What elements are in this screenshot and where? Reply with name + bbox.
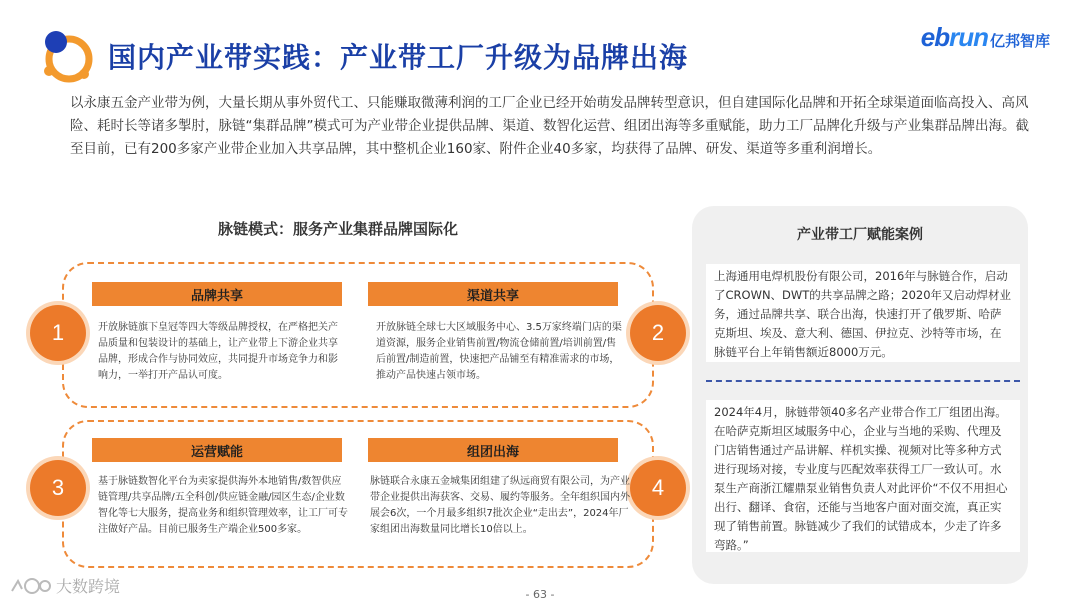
step-number-3: 3 <box>30 460 86 516</box>
case-panel-title: 产业带工厂赋能案例 <box>797 227 923 243</box>
step-number-4: 4 <box>630 460 686 516</box>
module-title: 脉链模式：服务产业集群品牌国际化 <box>218 220 459 238</box>
case-divider <box>706 380 1020 382</box>
brand-logo-en: ebrun <box>920 22 988 52</box>
step-number-2: 2 <box>630 305 686 361</box>
intro-paragraph: 以永康五金产业带为例，大量长期从事外贸代工、只能赚取微薄利润的工厂企业已经开始萌发品牌转型意识，但自建国际化品牌和开拓全球渠道面临高投入、高风险、耗时长等诸多掣肘，脉链“集群品牌”模式可为产业带企业提供品牌、渠道、数智化运营、组团出海等多重赋能，助力工厂品牌化升级与产业集群品牌出海。截至目前，已有200多家产业带企业加入共享品牌，其中整机企业160家、附件企业40多家，均获得了品牌、研发、渠道等多重利润增长。 <box>70 95 1029 157</box>
text-brand-sharing: 开放脉链旗下皇冠等四大等级品牌授权，在严格把关产品质量和包装设计的基础上，让产业带上下游企业共享品牌，形成合作与协同效应，共同提升市场竞争力和影响力，一举打开产品认可度。 <box>98 322 338 381</box>
footer-brand-text: 大数跨境 <box>56 577 121 596</box>
page-number: - 63 - <box>525 588 555 601</box>
text-operation-enablement: 基于脉链数智化平台为卖家提供海外本地销售/数智供应链管理/共享品牌/五全科创/供应链金融/园区生态/企业数智化等七大服务，提高业务和组织管理效率，让工厂可专注做好产品。目前已服务生产端企业500多家。 <box>98 476 348 535</box>
title-logo-icon <box>38 28 96 86</box>
label-channel-sharing: 渠道共享 <box>368 282 618 306</box>
label-operation-enablement: 运营赋能 <box>92 438 342 462</box>
case-card-1: 上海通用电焊机股份有限公司，2016年与脉链合作，启动了CROWN、DWT的共享品牌之路；2020年又启动焊材业务，通过品牌共享、联合出海，快速打开了俄罗斯、哈萨克斯坦、埃及、意大利、德国、伊拉克、沙特等市场，在脉链平台上年销售额近8000万元。 <box>706 264 1020 362</box>
text-group-overseas: 脉链联合永康五金城集团组建了纵远商贸有限公司，为产业带企业提供出海获客、交易、履约等服务。全年组织国内外展会6次，一个月最多组织7批次企业“走出去”，2024年厂家组团出海数量同比增长10倍以上。 <box>370 476 630 535</box>
label-brand-sharing: 品牌共享 <box>92 282 342 306</box>
brand-logo <box>921 22 1050 53</box>
brand-logo-cn: 亿邦智库 <box>989 32 1050 50</box>
step-number-1: 1 <box>30 305 86 361</box>
text-channel-sharing: 开放脉链全球七大区域服务中心、3.5万家终端门店的渠道资源，服务企业销售前置/物流仓储前置/培训前置/售后前置/制造前置，快速把产品铺至有精准需求的市场，推动产品快速占领市场。 <box>376 322 622 381</box>
page-title: 国内产业带实践：产业带工厂升级为品牌出海 <box>108 41 689 74</box>
case-card-2: 2024年4月，脉链带领40多名产业带合作工厂组团出海。在哈萨克斯坦区域服务中心，企业与当地的采购、代理及门店销售通过产品讲解、样机实操、视频对比等多种方式进行现场对接，专业度与匹配效率获得工厂一致认可。水泵生产商浙江耀鼎泵业销售负责人对此评价“不仅不用担心出行、翻译、食宿，还能与当地客户面对面交流，真正实现了销售前置。脉链减少了我们的试错成本，少走了许多弯路。” <box>706 400 1020 552</box>
label-group-overseas: 组团出海 <box>368 438 618 462</box>
